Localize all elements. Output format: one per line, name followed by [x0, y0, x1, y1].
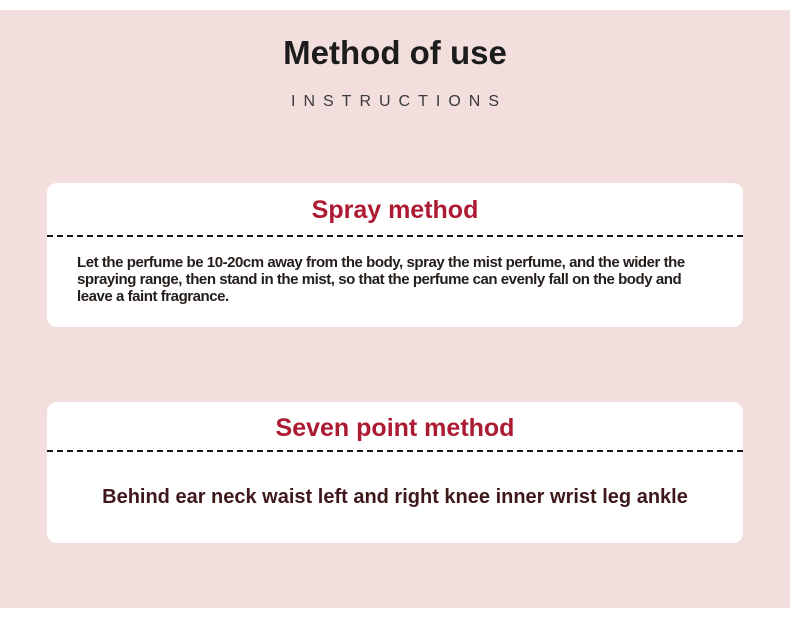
spray-method-heading: Spray method: [311, 196, 479, 224]
spray-method-card: [47, 183, 743, 327]
spray-method-body-text: Let the perfume be 10-20cm away from the body, spray the mist perfume, and the wider the spraying range, then stand in the mist, so that the perfume can evenly fall on the body and leave a faint fragrance.: [77, 254, 685, 305]
section-subtitle: INSTRUCTIONS: [291, 93, 507, 110]
section-title: Method of use: [283, 34, 507, 71]
dashed-divider: [47, 235, 743, 237]
seven-point-method-heading: Seven point method: [275, 414, 515, 442]
dashed-divider: [47, 450, 743, 452]
seven-point-method-card: [47, 402, 743, 543]
seven-point-method-body-text: Behind ear neck waist left and right knee inner wrist leg ankle: [102, 486, 688, 508]
